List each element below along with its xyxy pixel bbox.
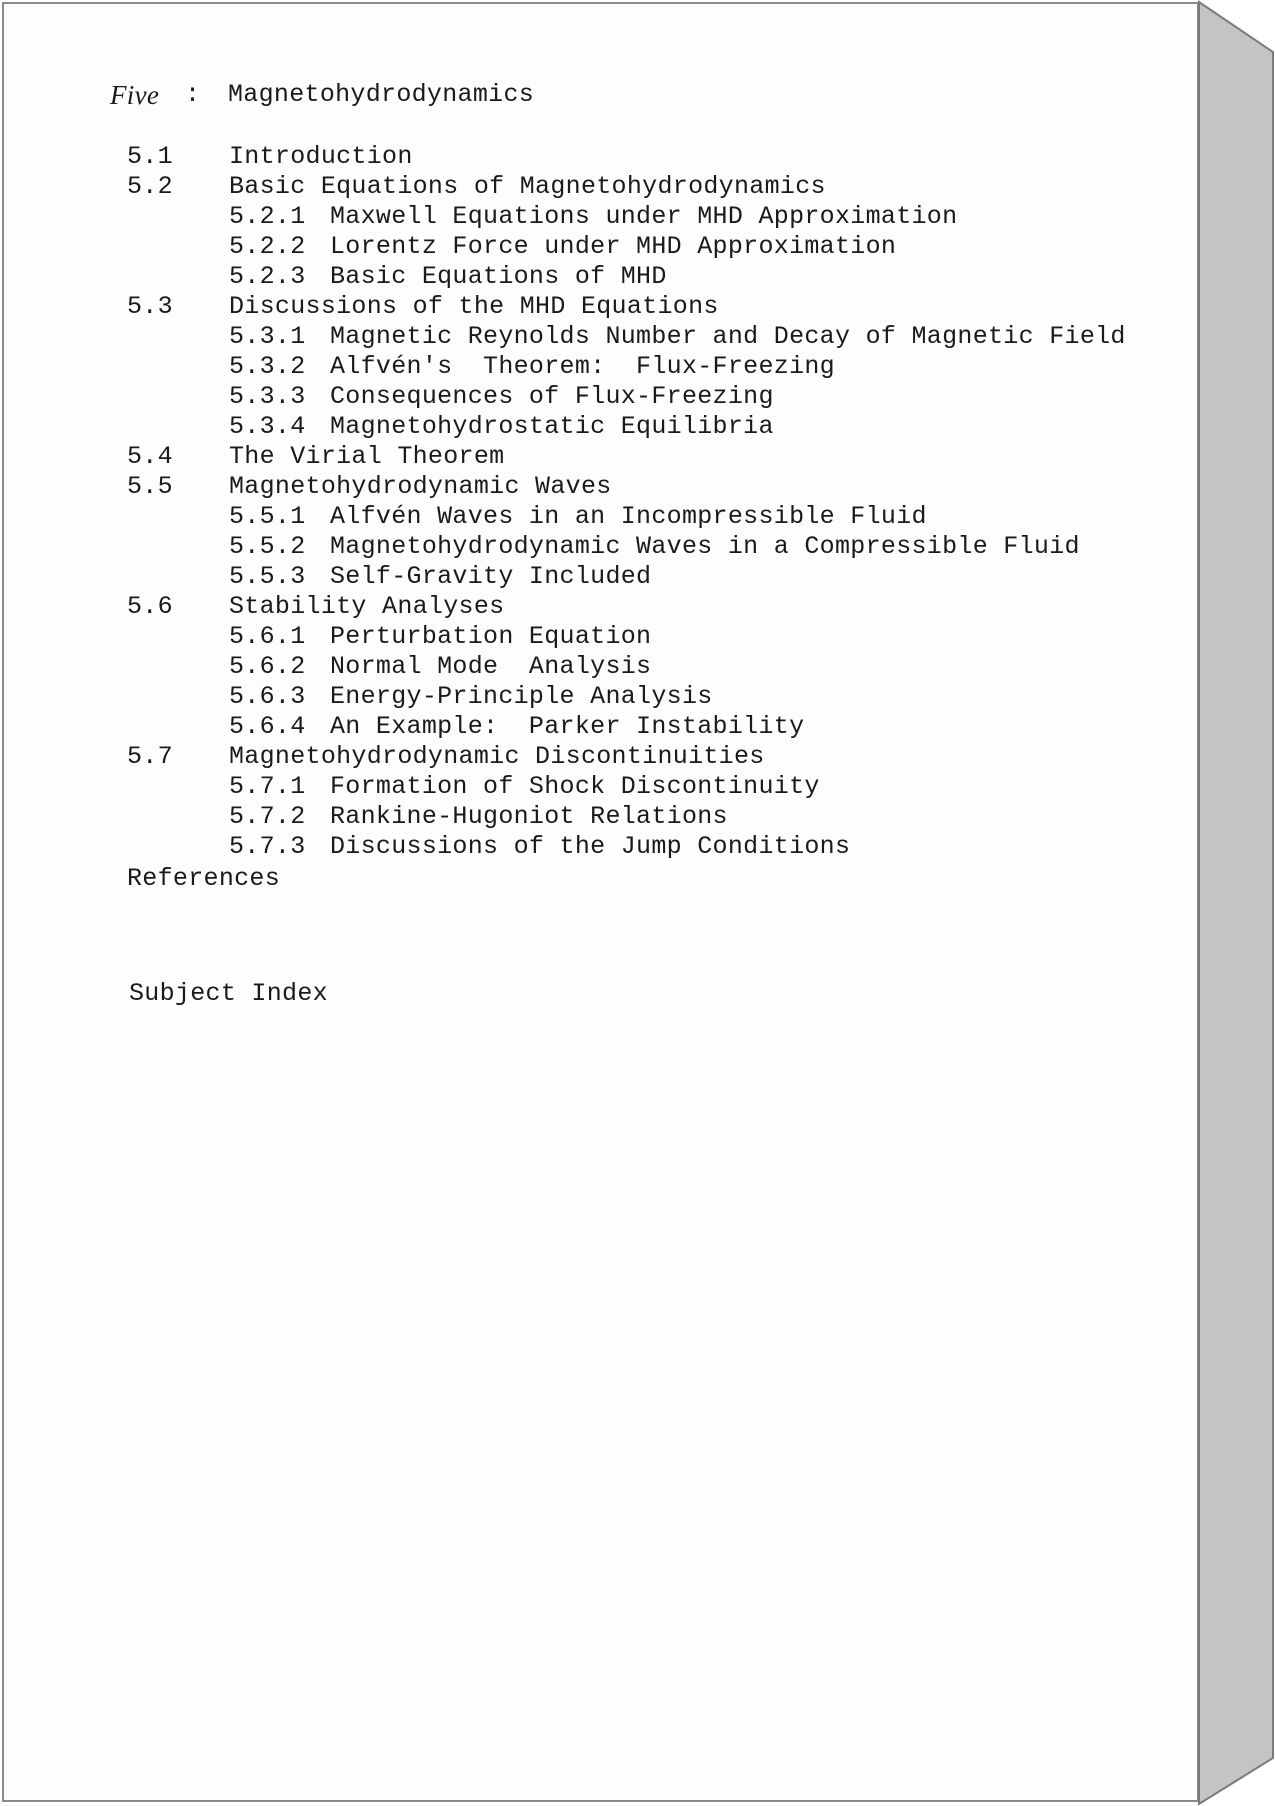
subsection-number: 5.7.2: [229, 802, 306, 831]
section-number: 5.4: [127, 442, 173, 471]
subsection-title: Normal Mode Analysis: [330, 652, 652, 681]
subsection-number: 5.5.2: [229, 532, 306, 561]
subsection-number: 5.6.4: [229, 712, 306, 741]
subsection-title: Formation of Shock Discontinuity: [330, 772, 820, 801]
subsection-number: 5.5.3: [229, 562, 306, 591]
subsection-title: Self-Gravity Included: [330, 562, 652, 591]
chapter-title: Magnetohydrodynamics: [228, 80, 535, 109]
subsection-title: An Example: Parker Instability: [330, 712, 805, 741]
section-number: 5.1: [127, 142, 173, 171]
subsection-title: Consequences of Flux-Freezing: [330, 382, 774, 411]
subsection-number: 5.3.4: [229, 412, 306, 441]
section-title: Discussions of the MHD Equations: [229, 292, 719, 321]
subsection-title: Rankine-Hugoniot Relations: [330, 802, 728, 831]
section-title: Introduction: [229, 142, 413, 171]
subsection-title: Alfvén's Theorem: Flux-Freezing: [330, 352, 835, 381]
subsection-title: Magnetohydrodynamic Waves in a Compressible Fluid: [330, 532, 1080, 561]
section-title: Magnetohydrodynamic Waves: [229, 472, 612, 501]
subsection-title: Energy-Principle Analysis: [330, 682, 713, 711]
subsection-title: Perturbation Equation: [330, 622, 652, 651]
subsection-number: 5.3.1: [229, 322, 306, 351]
subsection-number: 5.7.1: [229, 772, 306, 801]
section-number: 5.3: [127, 292, 173, 321]
subsection-title: Alfvén Waves in an Incompressible Fluid: [330, 502, 927, 531]
section-number: 5.6: [127, 592, 173, 621]
subsection-number: 5.2.1: [229, 202, 306, 231]
subsection-title: Magnetohydrostatic Equilibria: [330, 412, 774, 441]
subsection-number: 5.2.3: [229, 262, 306, 291]
section-number: 5.7: [127, 742, 173, 771]
subject-index-entry[interactable]: Subject Index: [129, 979, 328, 1008]
references-entry[interactable]: References: [127, 864, 281, 893]
subsection-title: Lorentz Force under MHD Approximation: [330, 232, 897, 261]
subsection-number: 5.2.2: [229, 232, 306, 261]
subsection-title: Discussions of the Jump Conditions: [330, 832, 851, 861]
section-title: Basic Equations of Magnetohydrodynamics: [229, 172, 826, 201]
section-number: 5.2: [127, 172, 173, 201]
section-title: Magnetohydrodynamic Discontinuities: [229, 742, 765, 771]
chapter-label: Five: [110, 80, 160, 110]
subsection-number: 5.5.1: [229, 502, 306, 531]
subsection-number: 5.6.1: [229, 622, 306, 651]
chapter-heading: [110, 80, 535, 113]
chapter-separator: :: [185, 80, 201, 109]
subsection-title: Maxwell Equations under MHD Approximation: [330, 202, 958, 231]
subsection-title: Basic Equations of MHD: [330, 262, 667, 291]
section-number: 5.5: [127, 472, 173, 501]
subsection-number: 5.3.3: [229, 382, 306, 411]
subsection-number: 5.7.3: [229, 832, 306, 861]
section-title: Stability Analyses: [229, 592, 505, 621]
subsection-number: 5.6.2: [229, 652, 306, 681]
section-title: The Virial Theorem: [229, 442, 505, 471]
subsection-number: 5.6.3: [229, 682, 306, 711]
subsection-number: 5.3.2: [229, 352, 306, 381]
subsection-title: Magnetic Reynolds Number and Decay of Magnetic Field: [330, 322, 1126, 351]
